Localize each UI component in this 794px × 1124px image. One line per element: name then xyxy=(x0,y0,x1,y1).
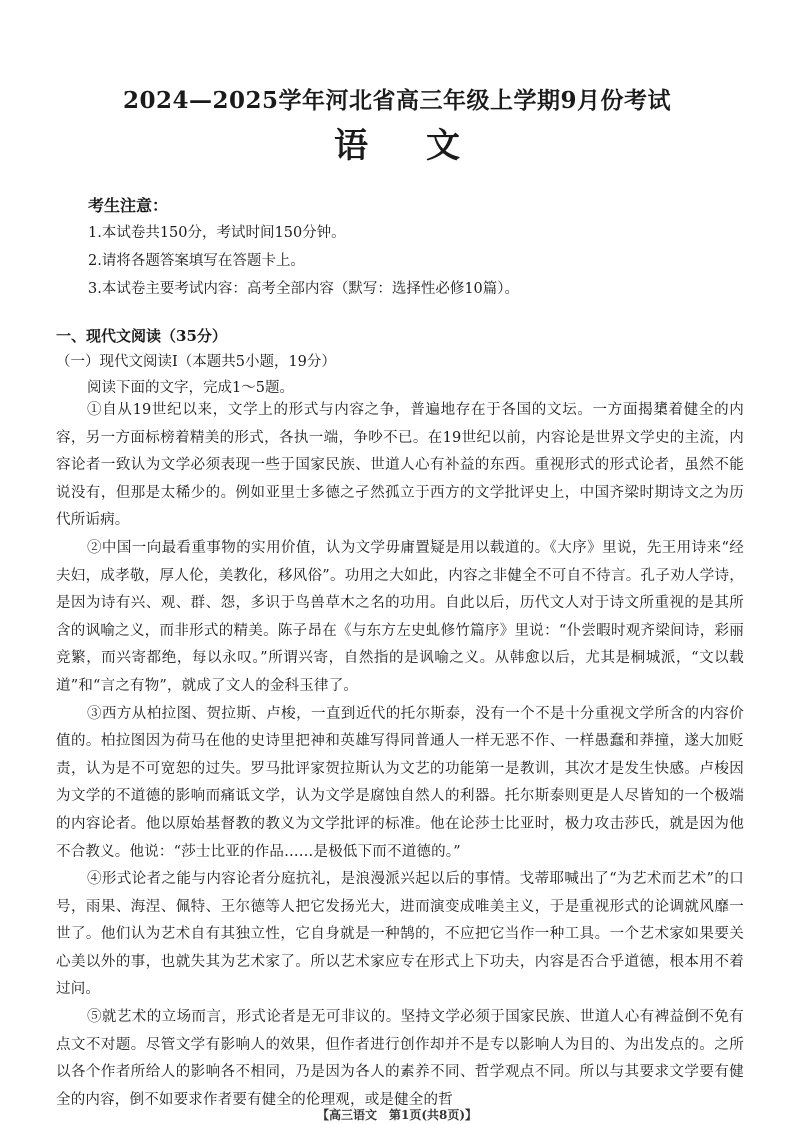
passage-paragraph-5: ⑤就艺术的立场而言，形式论者是无可非议的。坚持文学必须于国家民族、世道人心有裨益倒不免有点文不对题。尽管文学有影响人的效果，但作者进行创作却并不是专以影响人为目的、为出发点的。之所以各个作者所给人的影响各不相同，乃是因为各人的素养不同、哲学观点不同。所以与其要求文学要有健全的内容，倒不如要求作者要有健全的伦理观，或是健全的哲 xyxy=(56,1009,744,1108)
reading-passage xyxy=(56,397,744,1114)
passage-paragraph-3: ③西方从柏拉图、贺拉斯、卢梭，一直到近代的托尔斯泰，没有一个不是十分重视文学所含的内容价值的。柏拉图因为荷马在他的史诗里把神和英雄写得同普通人一样无恶不作、一样愚蠢和莽撞，遂大加贬责，认为是不可宽恕的过失。罗马批评家贺拉斯认为文艺的功能第一是教训，其次才是发生快感。卢梭因为文学的不道德的影响而痛诋文学，认为文学是腐蚀自然人的利器。托尔斯泰则更是人尽皆知的一个极端的内容论者。他以原始基督教的教义为文学批评的标准。他在论莎士比亚时，极力攻击莎氏，就是因为他不合教义。他说：“莎士比亚的作品……是极低下而不道德的。” xyxy=(56,705,744,860)
subject-title: 语文 xyxy=(334,126,518,166)
page-footer: 【高三语文 第1页(共8页)】 xyxy=(316,1108,478,1122)
notice-heading: 考生注意： xyxy=(88,196,169,215)
section-heading: 一、现代文阅读（35分） xyxy=(56,327,227,345)
notice-item: 1.本试卷共150分，考试时间150分钟。 xyxy=(88,225,346,241)
candidate-notice xyxy=(88,193,748,303)
notice-item: 2.请将各题答案填写在答题卡上。 xyxy=(88,253,305,269)
subsection-heading: （一）现代文阅读Ⅰ（本题共5小题，19分） xyxy=(56,354,336,370)
passage-paragraph-1: ①自从19世纪以来，文学上的形式与内容之争，普遍地存在于各国的文坛。一方面揭橥着健全的内容，另一方面标榜着精美的形式，各执一端，争吵不已。在19世纪以前，内容论是世界文学史的主流，内容论者一致认为文学必须表现一些于国家民族、世道人心有补益的东西。重视形式的形式论者，虽然不能说没有，但那是太稀少的。例如亚里士多德之孑然孤立于西方的文学批评史上，中国齐梁时期诗文之为历代所诟病。 xyxy=(56,402,744,529)
passage-paragraph-4: ④形式论者之能与内容论者分庭抗礼，是浪漫派兴起以后的事情。戈蒂耶喊出了“为艺术而艺术”的口号，雨果、海涅、佩特、王尔德等人把它发扬光大，进而演变成唯美主义，于是重视形式的论调就风靡一世了。他们认为艺术自有其独立性，它自身就是一种鹄的，不应把它当作一种工具。一个艺术家如果要关心美以外的事，也就失其为艺术家了。所以艺术家应专在形式上下功夫，内容是否合乎道德，根本用不着过问。 xyxy=(56,871,744,998)
reading-instruction: 阅读下面的文字，完成1～5题。 xyxy=(87,380,294,396)
exam-title: 2024—2025学年河北省高三年级上学期9月份考试 xyxy=(122,87,672,114)
passage-paragraph-2: ②中国一向最看重事物的实用价值，认为文学毋庸置疑是用以载道的。《大序》里说，先王用诗来“经夫妇，成孝敬，厚人伦，美教化，移风俗”。功用之大如此，内容之非健全不可自不待言。孔子劝人学诗，是因为诗有兴、观、群、怨，多识于鸟兽草木之名的功用。自此以后，历代文人对于诗文所重视的是其所含的讽喻之义，而非形式的精美。陈子昂在《与东方左史虬修竹篇序》里说：“仆尝暇时观齐梁间诗，彩丽竞繁，而兴寄都绝，每以永叹。”所谓兴寄，自然指的是讽喻之义。从韩愈以后，尤其是桐城派，“文以载道”和“言之有物”，就成了文人的金科玉律了。 xyxy=(56,539,744,694)
section-header xyxy=(56,323,756,401)
notice-item: 3.本试卷主要考试内容：高考全部内容（默写：选择性必修10篇）。 xyxy=(88,281,520,297)
